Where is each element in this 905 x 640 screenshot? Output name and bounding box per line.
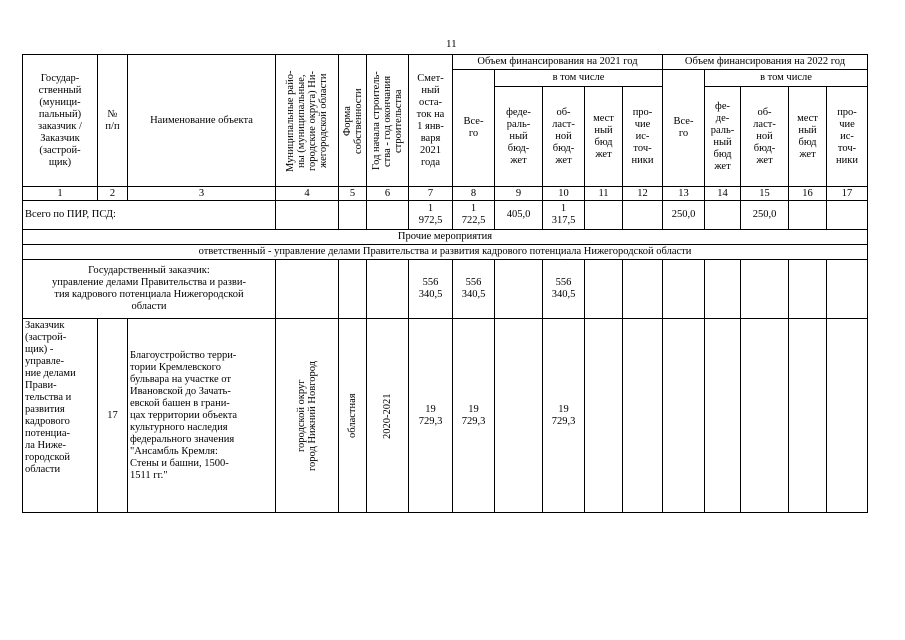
col-num: 11 [585, 187, 623, 201]
object-customer: Заказчик (застрой- щик) - управле- ние делами Прави- тельства и развития кадрового потенциа- ла Ниже- городской области [23, 319, 98, 513]
customer-row [23, 260, 868, 319]
cell [827, 319, 868, 513]
header-customer: Государ- ственный (муници- пальный) заказчик / Заказчик (застрой- щик) [23, 55, 98, 187]
cell [623, 201, 663, 230]
object-row [23, 319, 868, 513]
col-num: 12 [623, 187, 663, 201]
col-num: 14 [705, 187, 741, 201]
col-num: 16 [789, 187, 827, 201]
object-municipality [276, 319, 339, 513]
object-name: Благоустройство терри- тории Кремлевского бульвара на участке от Ивановской до Зачать- евской башен в грани- цах территории объекта культурного наследия федерального значения "Ансамбль Кремля: Стены и башни, 1500- 1511 гг." [128, 319, 276, 513]
cell [339, 260, 367, 319]
col-num: 10 [543, 187, 585, 201]
header-municipality [276, 55, 339, 187]
cell [276, 260, 339, 319]
header-total-2021: Все- го [453, 70, 495, 187]
object-municipality-text: городской округ город Нижний Новгород [296, 360, 318, 471]
col-num: 6 [367, 187, 409, 201]
header-fin-2022: Объем финансирования на 2022 год [663, 55, 868, 70]
header-regional-2021: об- ласт- ной бюд- жет [543, 87, 585, 187]
object-ownership [339, 319, 367, 513]
col-num: 17 [827, 187, 868, 201]
customer-label: Государственный заказчик: управление делами Правительства и разви- тия кадрового потенциала Нижегородской области [23, 260, 276, 319]
responsible-row [23, 245, 868, 260]
cell [741, 319, 789, 513]
cell [663, 319, 705, 513]
header-object-name: Наименование объекта [128, 55, 276, 187]
header-other-2022: про- чие ис- точ- ники [827, 87, 868, 187]
total-label: Всего по ПИР, ПСД: [23, 201, 276, 230]
cell [276, 201, 339, 230]
col-num: 8 [453, 187, 495, 201]
cell [623, 319, 663, 513]
object-regional-2021: 19 729,3 [543, 319, 585, 513]
header-local-2021: мест ный бюд жет [585, 87, 623, 187]
page-number: 11 [446, 38, 457, 50]
cell [789, 260, 827, 319]
object-ownership-text: областная [347, 393, 358, 438]
object-years [367, 319, 409, 513]
cell [741, 260, 789, 319]
customer-total-2021: 556 340,5 [453, 260, 495, 319]
object-estimate: 19 729,3 [409, 319, 453, 513]
total-regional-2021: 1 317,5 [543, 201, 585, 230]
cell [495, 260, 543, 319]
object-num: 17 [98, 319, 128, 513]
header-row-1 [23, 55, 868, 70]
investment-table [22, 54, 868, 513]
total-federal-2021: 405,0 [495, 201, 543, 230]
total-2022: 250,0 [663, 201, 705, 230]
header-years [367, 55, 409, 187]
header-regional-2022: об- ласт- ной бюд- жет [741, 87, 789, 187]
col-num: 4 [276, 187, 339, 201]
section-title: Прочие мероприятия [23, 230, 868, 245]
cell [367, 201, 409, 230]
cell [585, 319, 623, 513]
header-years-text: Год начала строитель- ства - год окончания строительства [371, 71, 404, 170]
cell [585, 260, 623, 319]
col-num: 2 [98, 187, 128, 201]
object-years-text: 2020-2021 [382, 392, 393, 439]
header-other-2021: про- чие ис- точ- ники [623, 87, 663, 187]
header-total-2022: Все- го [663, 70, 705, 187]
total-2021: 1 722,5 [453, 201, 495, 230]
total-estimate: 1 972,5 [409, 201, 453, 230]
customer-estimate: 556 340,5 [409, 260, 453, 319]
col-num: 1 [23, 187, 98, 201]
responsible-text: ответственный - управление делами Правительства и развития кадрового потенциала Нижегородской области [23, 245, 868, 260]
header-federal-2021: федe- раль- ный бюд- жет [495, 87, 543, 187]
col-num: 13 [663, 187, 705, 201]
header-federal-2022: фе- де- раль- ный бюд жет [705, 87, 741, 187]
cell [705, 201, 741, 230]
col-num: 3 [128, 187, 276, 201]
header-num: № п/п [98, 55, 128, 187]
header-incl-2022: в том числе [705, 70, 868, 87]
cell [339, 201, 367, 230]
header-estimate: Смет- ный оста- ток на 1 янв- варя 2021 года [409, 55, 453, 187]
column-number-row [23, 187, 868, 201]
header-ownership-text: Форма собственности [341, 87, 364, 154]
header-municipality-text: Муниципальные райо- ны (муниципальные, городские округа) Ни- жегородской области [285, 69, 329, 172]
cell [789, 319, 827, 513]
object-total-2021: 19 729,3 [453, 319, 495, 513]
total-regional-2022: 250,0 [741, 201, 789, 230]
cell [789, 201, 827, 230]
header-incl-2021: в том числе [495, 70, 663, 87]
cell [827, 260, 868, 319]
col-num: 7 [409, 187, 453, 201]
col-num: 9 [495, 187, 543, 201]
total-row [23, 201, 868, 230]
section-row [23, 230, 868, 245]
cell [705, 319, 741, 513]
header-ownership [339, 55, 367, 187]
customer-regional-2021: 556 340,5 [543, 260, 585, 319]
header-local-2022: мест ный бюд жет [789, 87, 827, 187]
col-num: 15 [741, 187, 789, 201]
cell [495, 319, 543, 513]
cell [705, 260, 741, 319]
cell [585, 201, 623, 230]
col-num: 5 [339, 187, 367, 201]
header-fin-2021: Объем финансирования на 2021 год [453, 55, 663, 70]
cell [367, 260, 409, 319]
cell [623, 260, 663, 319]
cell [663, 260, 705, 319]
cell [827, 201, 868, 230]
